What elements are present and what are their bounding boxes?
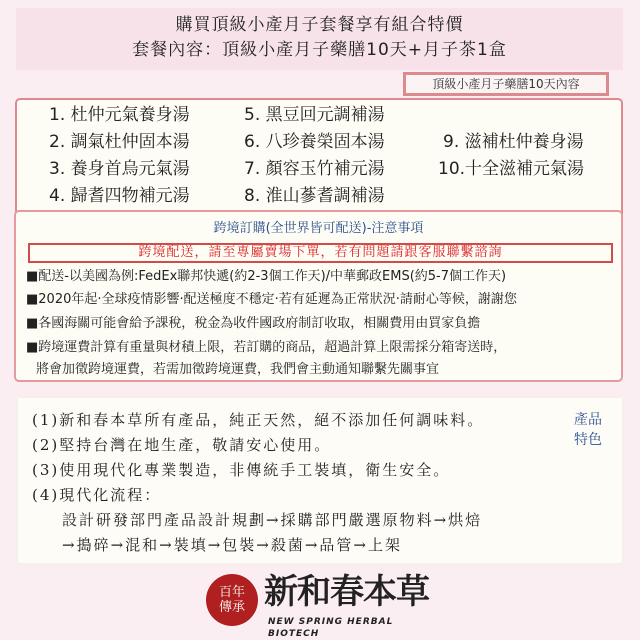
- menu-item: 7. 顏容玉竹補元湯: [244, 159, 385, 179]
- shipping-line: ■各國海關可能會給予課稅，稅金為收件國政府制訂收取，相關費用由買家負擔: [26, 316, 481, 331]
- shipping-notice: 跨境配送，請至專屬賣場下單，若有問題請跟客服聯繫諮詢: [28, 243, 613, 263]
- brand-english: NEW SPRING HERBAL BIOTECH: [268, 617, 394, 639]
- menu-item: 1. 杜仲元氣養身湯: [49, 105, 190, 125]
- feature-line: →搗碎→混和→裝填→包裝→殺菌→品管→上架: [62, 536, 402, 554]
- seal-text: 百年: [218, 585, 245, 600]
- feature-line: (2)堅持台灣在地生產，敬請安心使用。: [32, 436, 332, 454]
- promo-title: 購買頂級小產月子套餐享有組合特價: [175, 15, 464, 35]
- feature-line: 設計研發部門產品設計規劃→採購部門嚴選原物料→烘焙: [62, 511, 483, 529]
- shipping-line: 將會加徵跨境運費，若需加徵跨境運費，我們會主動通知聯繫先關事宜: [36, 362, 440, 377]
- features-label: [574, 410, 602, 450]
- feature-line: (1)新和春本草所有產品，純正天然，絕不添加任何調味料。: [32, 411, 485, 429]
- heritage-seal: [206, 574, 258, 626]
- brand-logo: [206, 572, 446, 638]
- features-box: [18, 398, 622, 563]
- brand-name: 新和春本草: [264, 572, 429, 612]
- package-contents: 套餐內容：頂級小產月子藥膳10天+月子茶1盒: [132, 40, 507, 60]
- shipping-box: [14, 210, 623, 382]
- seal-text: 傳承: [218, 600, 245, 615]
- menu-item: 6. 八珍養榮固本湯: [244, 132, 385, 152]
- menu-item: 4. 歸耆四物補元湯: [49, 186, 190, 206]
- menu-item: 3. 養身首烏元氣湯: [49, 159, 190, 179]
- features-label-line: 特色: [574, 432, 602, 448]
- shipping-line: ■跨境運費計算有重量與材積上限，若訂購的商品，超過計算上限需採分箱寄送時，: [26, 340, 507, 355]
- menu-item: 9. 滋補杜仲養身湯: [443, 132, 584, 152]
- shipping-line: ■2020年起·全球疫情影響·配送極度不穩定·若有延遲為正常狀況·請耐心等候，謝謝您: [26, 292, 517, 307]
- promo-header: [16, 8, 623, 70]
- menu-item: 5. 黑豆回元調補湯: [244, 105, 385, 125]
- shipping-line: ■配送-以美國為例:FedEx聯邦快遞(約2-3個工作天)/中華郵政EMS(約5-7個工作天): [26, 269, 507, 284]
- features-label-line: 產品: [574, 412, 602, 428]
- menu-tag: 頂級小產月子藥膳10天內容: [403, 72, 609, 96]
- menu-item: 10.十全滋補元氣湯: [438, 159, 585, 179]
- feature-line: (4)現代化流程：: [32, 486, 162, 504]
- menu-item: 2. 調氣杜仲固本湯: [49, 132, 190, 152]
- feature-line: (3)使用現代化專業製造，非傳統手工裝填，衛生安全。: [32, 461, 451, 479]
- shipping-title: 跨境訂購(全世界皆可配送)-注意事項: [213, 221, 424, 236]
- menu-item: 8. 淮山蔘耆調補湯: [244, 186, 385, 206]
